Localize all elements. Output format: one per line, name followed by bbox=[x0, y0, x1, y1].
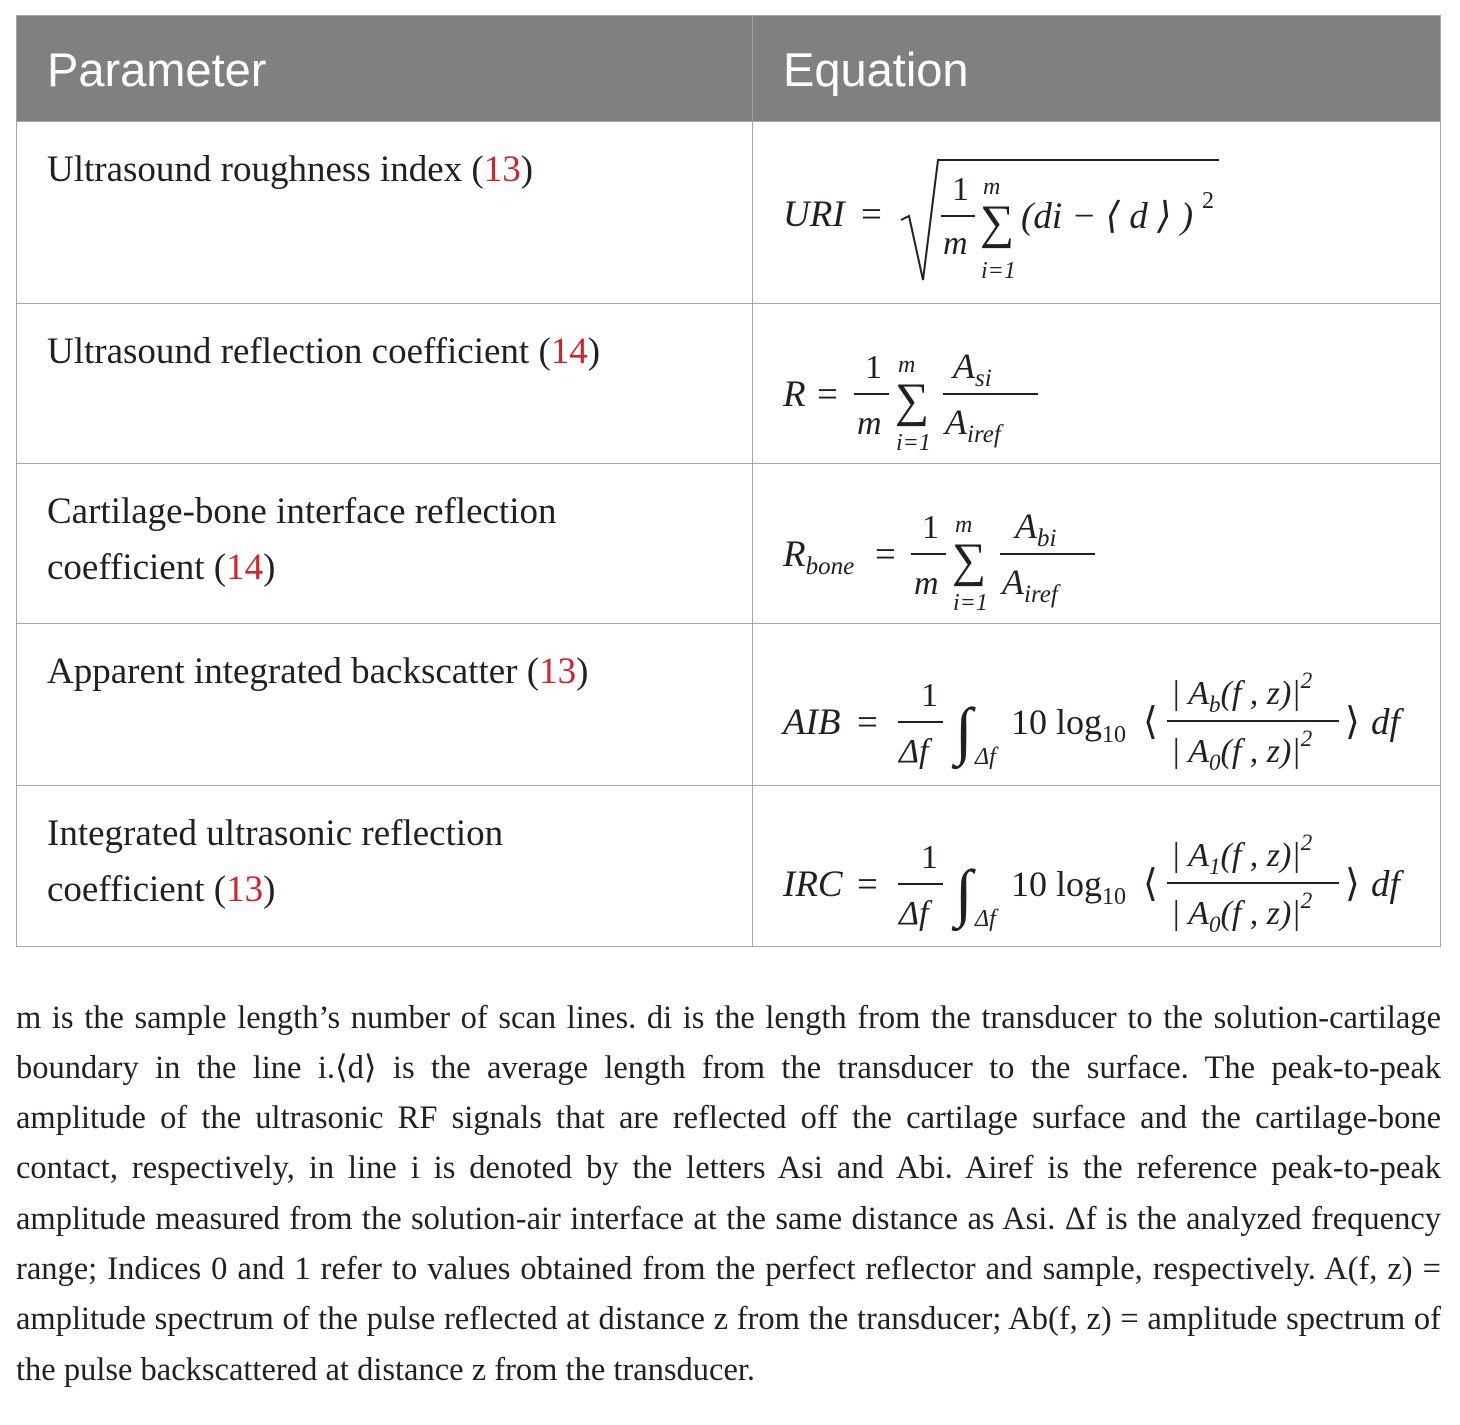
parameter-name: Ultrasound roughness index bbox=[47, 149, 463, 190]
eq-den: | $A_0(f$ , $z)|^2$ bbox=[1171, 888, 1313, 937]
eq-lhs: $R_{bone}$ bbox=[783, 534, 855, 580]
reference-link[interactable]: 14 bbox=[226, 547, 264, 588]
eq-frac-den: Δf bbox=[899, 733, 929, 770]
eq-ratio-num: $A_{si}$ bbox=[953, 346, 992, 392]
eq-lhs: AIB bbox=[783, 702, 841, 743]
equation-cell bbox=[753, 624, 1440, 786]
irc-equation bbox=[753, 786, 1440, 947]
eq-log: 10 $\log_{10}$ bbox=[1011, 864, 1127, 910]
sum-sign: ∑ bbox=[952, 534, 987, 587]
eq-sum-sup: m bbox=[955, 512, 973, 538]
eq-lhs: URI bbox=[783, 194, 845, 235]
eq-frac-den: m bbox=[914, 565, 939, 602]
parameter-cell: Cartilage-bone interface reflection coefficient (14) bbox=[47, 491, 557, 588]
eq-sum-sub: i=1 bbox=[981, 258, 1016, 284]
angle-open: ⟨ bbox=[1143, 701, 1158, 743]
integral-sign: ∫ bbox=[955, 857, 973, 928]
r-equation bbox=[753, 304, 1440, 464]
eq-lhs: IRC bbox=[783, 864, 843, 905]
header-divider bbox=[752, 16, 753, 121]
eq-frac-num: 1 bbox=[921, 677, 938, 714]
eq-int-sub: Δf bbox=[975, 906, 996, 932]
equation-cell bbox=[753, 122, 1440, 304]
eq-den: | $A_0(f$ , $z)|^2$ bbox=[1171, 726, 1313, 775]
equation-cell bbox=[753, 304, 1440, 464]
eq-num: | $A_b(f$ , $z)|^2$ bbox=[1171, 668, 1313, 717]
equation-cell bbox=[753, 464, 1440, 624]
eq-sum-sub: i=1 bbox=[953, 590, 988, 616]
angle-open: ⟨ bbox=[1143, 863, 1158, 905]
reference-link[interactable]: 13 bbox=[539, 651, 577, 692]
sum-sign: ∑ bbox=[895, 374, 930, 427]
eq-frac-num: 1 bbox=[952, 171, 969, 208]
eq-ratio-den: $A_{iref}$ bbox=[1002, 562, 1058, 608]
eq-log: 10 $\log_{10}$ bbox=[1011, 702, 1127, 748]
eq-equals: = bbox=[861, 194, 882, 235]
parameter-cell: Apparent integrated backscatter (13) bbox=[47, 651, 589, 692]
eq-tail: df bbox=[1371, 864, 1400, 905]
eq-body: (di − ⟨ d ⟩ ) bbox=[1021, 196, 1194, 237]
header-parameter: Parameter bbox=[47, 43, 267, 96]
parameter-name: Apparent integrated backscatter bbox=[47, 651, 518, 692]
parameter-name-line2: coefficient bbox=[47, 869, 205, 910]
eq-tail: df bbox=[1371, 702, 1400, 743]
eq-ratio-den: $A_{iref}$ bbox=[945, 402, 1001, 448]
table-row bbox=[17, 121, 1440, 303]
eq-equals: = bbox=[817, 374, 838, 415]
parameter-cell: Ultrasound roughness index (13) bbox=[47, 149, 534, 190]
eq-frac-den: Δf bbox=[899, 895, 929, 932]
integral-sign: ∫ bbox=[955, 695, 973, 766]
eq-ratio-num: $A_{bi}$ bbox=[1015, 506, 1057, 552]
parameter-name-line1: Cartilage-bone interface reflection bbox=[47, 491, 557, 532]
parameter-cell: Integrated ultrasonic reflection coefficient (13) bbox=[47, 813, 504, 910]
eq-int-sub: Δf bbox=[975, 744, 996, 770]
eq-lhs: R bbox=[783, 374, 806, 415]
parameters-table bbox=[16, 15, 1441, 947]
table-header bbox=[17, 16, 1440, 121]
eq-frac-den: m bbox=[943, 225, 968, 262]
eq-frac-num: 1 bbox=[865, 349, 882, 386]
rbone-equation bbox=[753, 464, 1440, 624]
table-row bbox=[17, 785, 1440, 946]
sum-sign: ∑ bbox=[980, 196, 1015, 249]
eq-exp: 2 bbox=[1202, 188, 1214, 214]
eq-frac-den: m bbox=[857, 405, 882, 442]
eq-num: | $A_1(f$ , $z)|^2$ bbox=[1171, 830, 1313, 879]
uri-equation bbox=[753, 122, 1440, 304]
table-footnote: m is the sample length’s number of scan lines. di is the length from the transducer to the solution-cartilage boundary in the line i.⟨d⟩ is the average length from the transducer to the surface. The peak-to-peak amplitude of the ultrasonic RF signals that are reflected off the cartilage surface and the cartilage-bone contact, respectively, in line i is denoted by the letters Asi and Abi. Airef is the reference peak-to-peak amplitude measured from the solution-air interface at the same distance as Asi. Δf is the analyzed frequency range; Indices 0 and 1 refer to values obtained from the perfect reflector and sample, respectively. A(f, z) = amplitude spectrum of the pulse reflected at distance z from the transducer; Ab(f, z) = amplitude spectrum of the pulse backscattered at distance z from the transducer. bbox=[16, 999, 1441, 1388]
table-row bbox=[17, 303, 1440, 463]
table-row bbox=[17, 463, 1440, 623]
reference-link[interactable]: 13 bbox=[483, 149, 521, 190]
eq-sum-sup: m bbox=[898, 352, 916, 378]
eq-frac-num: 1 bbox=[921, 839, 938, 876]
parameter-name: Ultrasound reflection coefficient bbox=[47, 331, 530, 372]
eq-equals: = bbox=[857, 864, 878, 905]
table-row bbox=[17, 623, 1440, 785]
eq-sum-sup: m bbox=[983, 174, 1001, 200]
angle-close: ⟩ bbox=[1345, 701, 1360, 743]
reference-link[interactable]: 14 bbox=[550, 331, 588, 372]
reference-link[interactable]: 13 bbox=[226, 869, 264, 910]
angle-close: ⟩ bbox=[1345, 863, 1360, 905]
eq-equals: = bbox=[875, 534, 896, 575]
header-equation: Equation bbox=[783, 43, 969, 96]
eq-frac-num: 1 bbox=[922, 509, 939, 546]
parameter-name-line1: Integrated ultrasonic reflection bbox=[47, 813, 504, 854]
parameter-name-line2: coefficient bbox=[47, 547, 205, 588]
parameter-cell: Ultrasound reflection coefficient (14) bbox=[47, 331, 601, 372]
aib-equation bbox=[753, 624, 1440, 786]
equation-cell bbox=[753, 786, 1440, 947]
eq-equals: = bbox=[857, 702, 878, 743]
eq-sum-sub: i=1 bbox=[896, 430, 931, 456]
